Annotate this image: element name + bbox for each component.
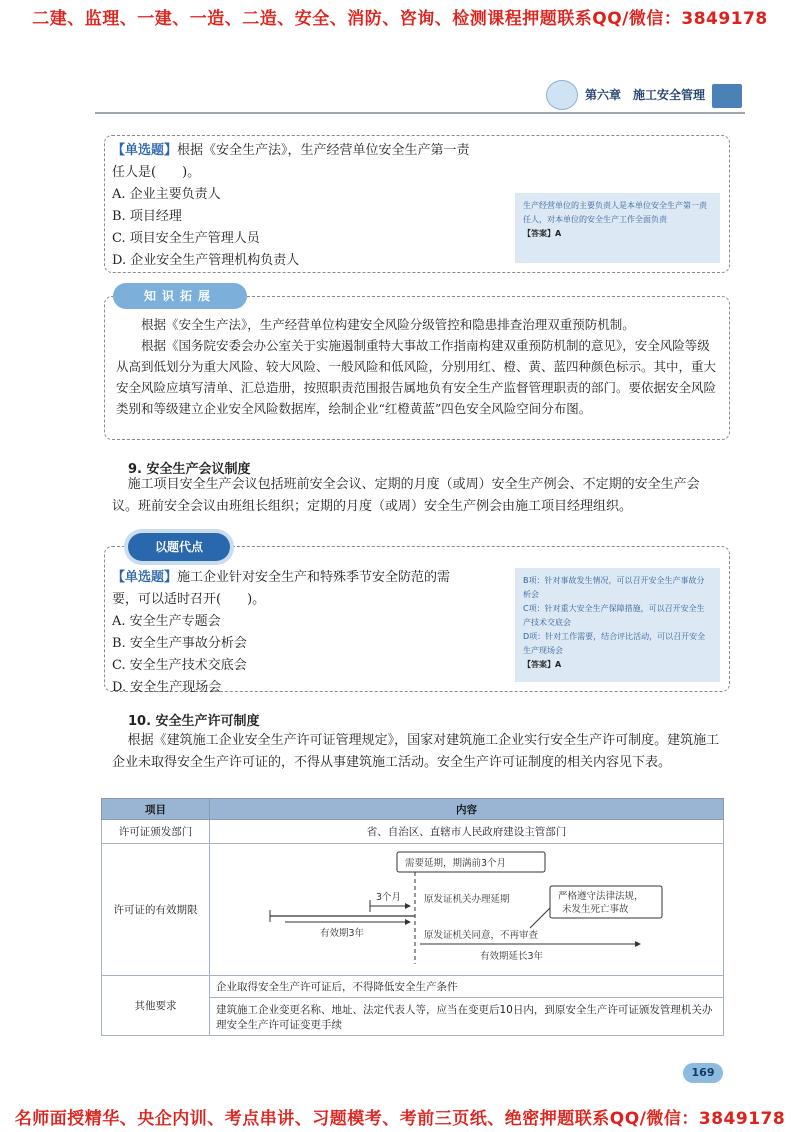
question-2-analysis-c: C项：针对重大安全生产保障措施，可以召开安全生产技术交底会 (523, 604, 705, 627)
table-row-3-content-1: 企业取得安全生产许可证后，不得降低安全生产条件 (210, 976, 724, 998)
table-row-3-item: 其他要求 (102, 976, 210, 1036)
three-months-label: 3个月 (376, 892, 402, 903)
question-1 (112, 140, 502, 272)
law-connector (530, 908, 550, 928)
question-2 (112, 567, 512, 699)
table-row-1-item: 许可证颁发部门 (102, 820, 210, 844)
section-9-text: 施工项目安全生产会议包括班前安全会议、定期的月度（或周）安全生产例会、不定期的安全生产会议。班前安全会议由班组长组织；定期的月度（或周）安全生产例会由施工项目经理组织。 (112, 477, 700, 514)
question-2-chip: 以题代点 (128, 533, 230, 561)
question-1-analysis (515, 193, 720, 263)
question-1-option-a: A. 企业主要负责人 (112, 187, 221, 202)
question-1-option-b: B. 项目经理 (112, 209, 182, 224)
page-number: 169 (683, 1063, 723, 1083)
question-2-stem-2: 要，可以适时召开( )。 (112, 592, 266, 607)
header-divider (95, 112, 745, 114)
table-row-3-content-2: 建筑施工企业变更名称、地址、法定代表人等，应当在变更后10日内，到原安全生产许可证颁发管理机关办理安全生产许可证变更手续 (210, 998, 724, 1036)
knowledge-title: 知识拓展 (113, 283, 247, 309)
table-row-1-content: 省、自治区、直辖市人民政府建设主管部门 (210, 820, 724, 844)
question-1-analysis-text: 生产经营单位的主要负责人是本单位安全生产第一责任人，对本单位的安全生产工作全面负责 (523, 201, 707, 224)
question-2-option-d: D. 安全生产现场会 (112, 680, 222, 695)
question-1-option-c: C. 项目安全生产管理人员 (112, 231, 260, 246)
apply-label: 原发证机关办理延期 (424, 894, 510, 905)
question-1-stem: 根据《安全生产法》，生产经营单位安全生产第一责 (177, 143, 470, 158)
question-1-option-d: D. 企业安全生产管理机构负责人 (112, 253, 300, 268)
validity-diagram (210, 844, 722, 972)
question-2-option-a: A. 安全生产专题会 (112, 614, 221, 629)
top-banner: 二建、监理、一建、一造、二造、安全、消防、咨询、检测课程押题联系QQ/微信：3849178 (32, 9, 768, 29)
question-2-analysis-b: B项：针对事故发生情况，可以召开安全生产事故分析会 (523, 576, 705, 599)
question-1-tag: 【单选题】 (112, 143, 178, 158)
knowledge-text (116, 314, 716, 419)
book-icon (712, 84, 742, 108)
knowledge-paragraph-2: 根据《国务院安委会办公室关于实施遏制重特大事故工作指南构建双重预防机制的意见》，安全风险等级从高到低划分为重大风险、较大风险、一般风险和低风险，分别用红、橙、黄、蓝四种颜色标示。其中，重大安全风险应填写清单、汇总造册，按照职责范围报告属地负有安全生产监督管理职责的部门。要依据安全风险类别和等级建立企业安全风险数据库，绘制企业“红橙黄蓝”四色安全风险空间分布图。 (116, 338, 717, 416)
table-header-item: 项目 (102, 799, 210, 820)
section-10-heading: 10. 安全生产许可制度 (128, 714, 260, 729)
question-2-option-c: C. 安全生产技术交底会 (112, 658, 247, 673)
valid-3-years-label: 有效期3年 (320, 928, 365, 939)
extend-3-years-label: 有效期延长3年 (480, 951, 544, 962)
no-accident-label: 未发生死亡事故 (562, 904, 629, 915)
question-1-answer: 【答案】A (523, 229, 562, 238)
knowledge-paragraph-1: 根据《安全生产法》，生产经营单位构建安全风险分级管控和隐患排查治理双重预防机制。 (141, 317, 635, 332)
chapter-title: 第六章 施工安全管理 (585, 88, 706, 102)
question-2-tag: 【单选题】 (112, 570, 178, 585)
agree-label: 原发证机关同意，不再审查 (424, 930, 539, 941)
bottom-banner: 名师面授精华、央企内训、考点串讲、习题模考、考前三页纸、绝密押题联系QQ/微信：3849178 (14, 1109, 786, 1129)
license-table (101, 798, 724, 1036)
question-2-analysis (515, 568, 720, 682)
question-2-answer: 【答案】A (523, 660, 562, 669)
question-2-stem: 施工企业针对安全生产和特殊季节安全防范的需 (177, 570, 451, 585)
question-2-option-b: B. 安全生产事故分析会 (112, 636, 247, 651)
table-header-content: 内容 (210, 799, 724, 820)
question-2-analysis-d: D项：针对工作需要，结合评比活动，可以召开安全生产现场会 (523, 632, 706, 655)
mascot-icon (546, 80, 578, 110)
validity-diagram-cell (210, 844, 724, 976)
question-1-stem-2: 任人是( )。 (112, 165, 201, 180)
section-9-heading: 9. 安全生产会议制度 (128, 462, 251, 477)
law-label: 严格遵守法律法规， (558, 891, 644, 902)
extend-label: 需要延期，期满前3个月 (405, 858, 507, 869)
section-10-text: 根据《建筑施工企业安全生产许可证管理规定》，国家对建筑施工企业实行安全生产许可制度。建筑施工企业未取得安全生产许可证的，不得从事建筑施工活动。安全生产许可证制度的相关内容见下表。 (112, 733, 720, 770)
table-row-2-item: 许可证的有效期限 (102, 844, 210, 976)
